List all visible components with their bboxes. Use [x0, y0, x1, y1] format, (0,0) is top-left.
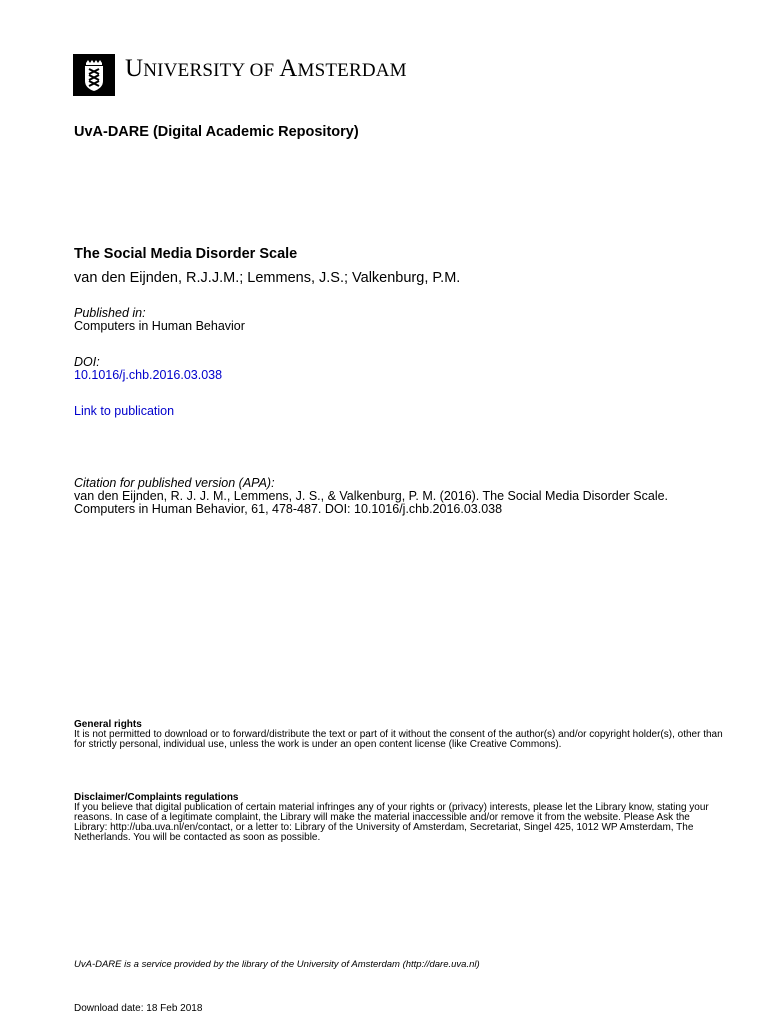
general-rights-text: It is not permitted to download or to forward/distribute the text or part of it without the consent of the author(s) and/or copyright holder(s), other than for strictly personal, individual use, unless the work is under an open content license (like Creative Commons).: [74, 729, 723, 750]
paper-authors: van den Eijnden, R.J.J.M.; Lemmens, J.S.; Valkenburg, P.M.: [74, 270, 461, 286]
citation-label: Citation for published version (APA):: [74, 476, 275, 490]
university-name: UNIVERSITY OF AMSTERDAM: [125, 55, 407, 82]
service-note: UvA-DARE is a service provided by the library of the University of Amsterdam (http://dare.uva.nl): [74, 959, 480, 970]
published-in-label: Published in:: [74, 306, 146, 320]
general-rights-heading: General rights: [74, 719, 142, 730]
paper-title: The Social Media Disorder Scale: [74, 246, 298, 262]
link-to-publication[interactable]: Link to publication: [74, 404, 175, 418]
uva-logo-icon: [73, 54, 115, 96]
disclaimer-heading: Disclaimer/Complaints regulations: [74, 792, 239, 803]
citation-line-1: van den Eijnden, R. J. J. M., Lemmens, J. S., & Valkenburg, P. M. (2016). The Social Media Disorder Scale.: [74, 489, 669, 503]
disclaimer-text: If you believe that digital publication of certain material infringes any of your rights or (privacy) interests, please let the Library know, stating your reasons. In case of a legitimate complaint, the Library will make the material inaccessible and/or remove it from the website. Please Ask the Library: http://uba.uva.nl/en/contact, or a letter to: Library of the University of Amsterdam, Secretariat, Singel 425, 1012 WP Amsterdam, The Netherlands. You will be contacted as soon as possible.: [74, 802, 709, 843]
repository-title: UvA-DARE (Digital Academic Repository): [74, 124, 359, 140]
citation-line-2: Computers in Human Behavior, 61, 478-487. DOI: 10.1016/j.chb.2016.03.038: [74, 502, 503, 516]
doi-link[interactable]: 10.1016/j.chb.2016.03.038: [74, 368, 223, 382]
published-in-value: Computers in Human Behavior: [74, 319, 245, 333]
download-date: Download date: 18 Feb 2018: [74, 1003, 203, 1014]
doi-label: DOI:: [74, 355, 100, 369]
